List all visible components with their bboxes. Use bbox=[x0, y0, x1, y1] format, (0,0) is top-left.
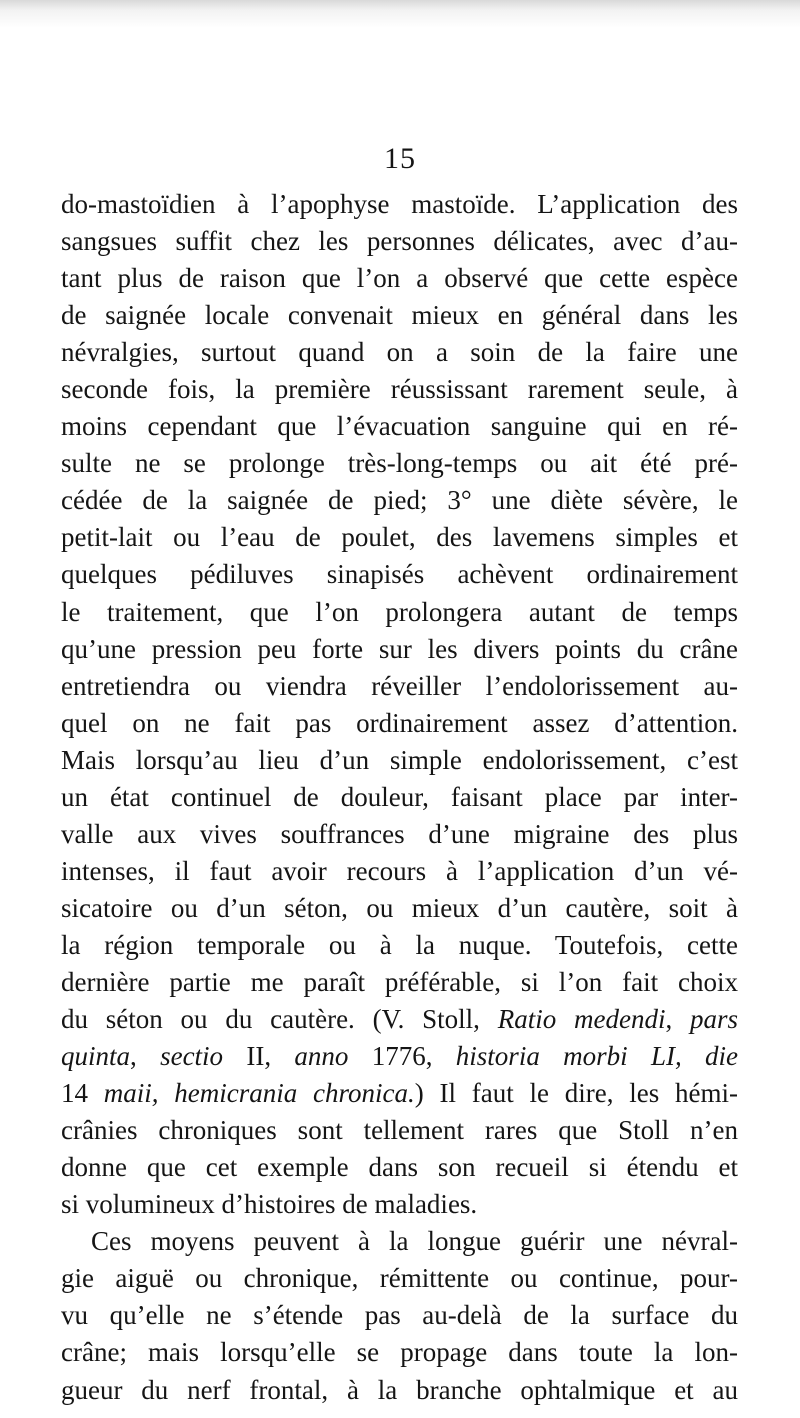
text-line: un état continuel de douleur, faisant place par inter- bbox=[61, 781, 738, 812]
text-line: donne que cet exemple dans son recueil si étendu et bbox=[61, 1152, 738, 1183]
citation-line bbox=[61, 1001, 738, 1038]
text-line: do-mastoïdien à l’apophyse mastoïde. L’application des bbox=[61, 189, 738, 219]
text-line: de saignée locale convenait mieux en général dans les bbox=[61, 300, 738, 331]
text-line: intenses, il faut avoir recours à l’application d’un vé- bbox=[61, 855, 738, 886]
text-line: cédée de la saignée de pied; 3° une diète sévère, le bbox=[61, 485, 738, 516]
text-run: , bbox=[665, 1004, 690, 1035]
text-run: ) Il faut le dire, les hémi- bbox=[414, 1078, 738, 1109]
text-line: la région temporale ou à la nuque. Toutefois, cette bbox=[61, 929, 738, 960]
text-line: seconde fois, la première réussissant rarement seule, à bbox=[61, 374, 738, 405]
citation-line bbox=[61, 1038, 738, 1075]
text-run: II, bbox=[223, 1041, 295, 1072]
text-line: vu qu’elle ne s’étende pas au-delà de la surface du bbox=[61, 1300, 738, 1331]
citation-section: sectio bbox=[160, 1041, 224, 1072]
text-line: moins cependant que l’évacuation sanguine qui en ré- bbox=[61, 411, 738, 442]
citation-part: pars bbox=[690, 1004, 738, 1035]
text-line: valle aux vives souffrances d’une migraine des plus bbox=[61, 818, 738, 849]
citation-line bbox=[61, 1075, 738, 1112]
text-line: entretiendra ou viendra réveiller l’endolorissement au- bbox=[61, 670, 738, 701]
text-line: Ces moyens peuvent à la longue guérir une névral- bbox=[91, 1226, 738, 1257]
citation-history: historia morbi LI, die bbox=[455, 1041, 738, 1072]
text-line: qu’une pression peu forte sur les divers points du crâne bbox=[61, 633, 738, 664]
citation-part: quinta bbox=[61, 1041, 131, 1072]
text-line: sulte ne se prolonge très-long-temps ou ait été pré- bbox=[61, 448, 738, 479]
text-line: crânies chroniques sont tellement rares que Stoll n’en bbox=[61, 1115, 738, 1146]
text-line: tant plus de raison que l’on a observé que cette espèce bbox=[61, 263, 738, 294]
text-run: 1776, bbox=[348, 1041, 456, 1072]
text-run: du séton ou du cautère. (V. Stoll, bbox=[61, 1004, 498, 1035]
text-line: gueur du nerf frontal, à la branche ophtalmique et au bbox=[61, 1374, 738, 1405]
text-run: 14 bbox=[61, 1078, 104, 1109]
citation-title: Ratio medendi bbox=[497, 1004, 666, 1035]
text-line: le traitement, que l’on prolongera autant de temps bbox=[61, 596, 738, 627]
text-line: crâne; mais lorsqu’elle se propage dans toute la lon- bbox=[61, 1337, 738, 1368]
text-line: gie aiguë ou chronique, rémittente ou continue, pour- bbox=[61, 1263, 738, 1294]
text-run: , bbox=[130, 1041, 161, 1072]
text-line: Mais lorsqu’au lieu d’un simple endolorissement, c’est bbox=[61, 744, 738, 775]
body-text bbox=[61, 186, 738, 1409]
text-line: dernière partie me paraît préférable, si l’on fait choix bbox=[61, 966, 738, 997]
scan-edge-shadow bbox=[0, 0, 800, 30]
text-line: si volumineux d’histoires de maladies. bbox=[61, 1189, 478, 1220]
page-number: 15 bbox=[384, 142, 416, 175]
text-line: petit-lait ou l’eau de poulet, des lavemens simples et bbox=[61, 522, 738, 553]
text-line: quelques pédiluves sinapisés achèvent ordinairement bbox=[61, 559, 738, 590]
citation-case: maii, hemicrania chronica. bbox=[103, 1078, 415, 1109]
text-line: névralgies, surtout quand on a soin de la faire une bbox=[61, 337, 738, 368]
citation-year-label: anno bbox=[294, 1041, 349, 1072]
text-line: sicatoire ou d’un séton, ou mieux d’un cautère, soit à bbox=[61, 892, 738, 923]
text-line: quel on ne fait pas ordinairement assez d’attention. bbox=[61, 707, 738, 738]
text-line: sangsues suffit chez les personnes délicates, avec d’au- bbox=[61, 226, 738, 257]
